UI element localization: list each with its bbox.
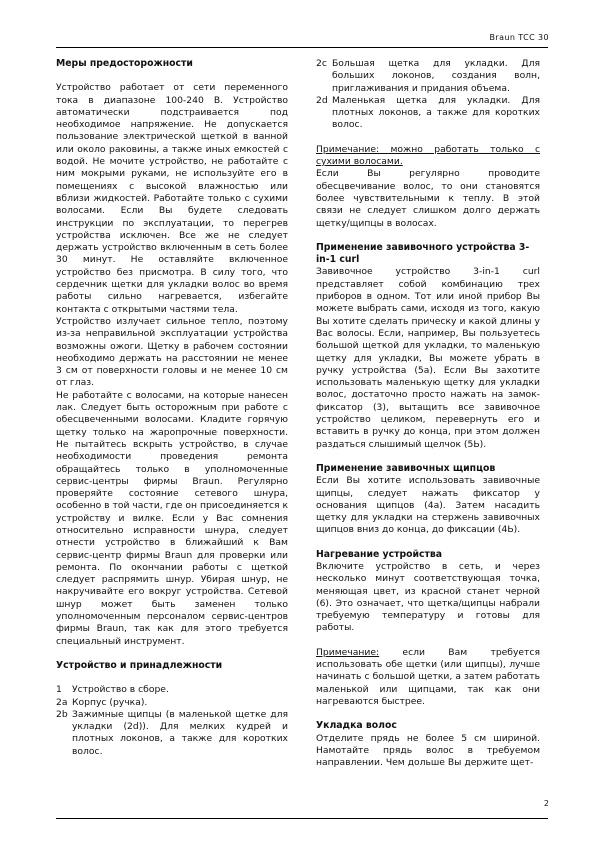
document-header-title: Braun TCC 30 — [489, 33, 549, 42]
heating-heading: Нагревание устройства — [316, 548, 443, 560]
note-text: если Вам требуется использовать обе щетки (или щипцы), лучше начинать с большой щетки, а затем работать маленькой или щипцами, так как они нагреваются быстрее. — [316, 646, 540, 707]
curl-paragraph: Завивочное устройство 3-in-1 curl представляет собой комбинацию трех приборов в одном. Тот или иной прибор Вы можете выбрать сами, исходя из того, какую Вы хотите сделать прическу и какой длины у Вас волосы. Если, например, Вы пользуетесь большой щеткой для укладки, то маленькую щетку для укладки, Вы можете убрать в ручку устройства (5а). Если Вы захотите использовать маленькую щетку для укладки волос, достаточно просто нажать на замок-фиксатор (3), вытащить все завивочное устройство целиком, перевернуть его и вставить в ручку до конца, при этом должен раздаться слышимый щелчок (5Ь). — [316, 266, 540, 450]
styling-heading: Укладка волос — [316, 720, 397, 732]
parts-list-continued — [316, 58, 540, 132]
list-item-text: Зажимные щипцы (в маленькой щетке для укладки (2d)). Для мелких кудрей и плотных локонов, а также для коротких волос. — [72, 708, 288, 757]
list-item — [56, 697, 288, 709]
note-label: Примечание: можно работать только с сухими волосами. — [316, 143, 540, 168]
note-bleached-hair-text: Если Вы регулярно проводите обесцвечивание волос, то они становятся более чувствительными к теплу. В этой связи не следует слишком долго держать щетку/щипцы в волосах. — [316, 168, 540, 229]
note-label: Примечание: — [316, 646, 380, 658]
list-item-text: Маленькая щетка для укладки. Для плотных локонов, а также для коротких волос. — [332, 94, 540, 131]
list-item — [316, 95, 540, 132]
footer-rule — [56, 818, 548, 819]
safety-paragraph-2: Устройство излучает сильное тепло, поэтому из-за неправильной эксплуатации устройства возможны ожоги. Щетку в рабочем состоянии необходимо держать на расстоянии не менее 3 см от поверхности головы и не менее 10 см от глаз. — [56, 315, 288, 389]
list-item — [56, 709, 288, 758]
heating-paragraph: Включите устройство в сеть, и через несколько минут соответствующая точка, меняющая цвет, из красной станет черной (6). Это означает, что щетка/щипцы набрали требуемую температуру и готовы для работы. — [316, 560, 540, 634]
list-item-text: Корпус (ручка). — [72, 696, 148, 708]
safety-paragraph-3: Не работайте с волосами, на которые нанесен лак. Следует быть осторожным при работе с обесцвеченными волосами. Кладите горячую щетку только на жаропрочные поверхности. Не пытайтесь вскрыть устройство, в случае необходимости проведения ремонта обращайтесь только в уполномоченные сервис-центры фирмы Braun. Регулярно проверяйте состояние сетевого шнура, особенно в той части, где он присоединяется к устройству и вилке. Если у Вас сомнения относительно исправности шнура, следует отнести устройство в ближайший к Вам сервис-центр фирмы Braun для проверки или ремонта. По окончании работы с щеткой следует распрямить шнур. Убирая шнур, не накручивайте его вокруг устройства. Сетевой шнур может быть заменен только уполномоченным персоналом сервис-центров фирмы Braun, так как для этого требуется специальный инструмент. — [56, 389, 288, 647]
list-item-text: Большая щетка для укладки. Для больших локонов, создания волн, приглаживания и придания объема. — [332, 58, 540, 94]
list-item-number: 2b — [56, 708, 68, 720]
list-item-number: 1 — [56, 684, 62, 696]
tongs-heading: Применение завивочных щипцов — [316, 462, 496, 474]
parts-list — [56, 684, 288, 758]
page-number: 2 — [543, 799, 549, 808]
left-column — [56, 58, 288, 758]
list-item-number: 2c — [316, 58, 327, 69]
styling-paragraph: Отделите прядь не более 5 см шириной. Намотайте прядь волос в требуемом направлении. Чем дольше Вы держите щет- — [316, 732, 540, 769]
list-item — [316, 58, 540, 95]
curl-heading: Применение завивочного устройства 3-in-1 curl — [316, 241, 530, 266]
note-dry-hair — [316, 144, 540, 169]
list-item-number: 2d — [316, 94, 328, 106]
list-item-number: 2a — [56, 696, 68, 708]
safety-paragraph-1: Устройство работает от сети переменного тока в диапазоне 100-240 В. Устройство автоматически подстраивается под необходимое напряжение. Не допускается пользование электрической щеткой в ванной или около раковины, а также иных емкостей с водой. Не мочите устройство, не работайте с ним мокрыми руками, не используйте его в помещениях с высокой влажностью или вблизи жидкостей. Работайте только с сухими волосами. Если Вы будете следовать инструкции по эксплуатации, то перегрев устройства исключен. Все же не следует держать устройство включенным в сеть более 30 минут. Не оставляйте включенное устройство без присмотра. В силу того, что сердечник щетки для укладки волос во время работы сильно нагревается, избегайте контакта с открытыми частями тела. — [56, 82, 288, 315]
note-two-brushes — [316, 647, 540, 708]
right-column — [316, 58, 540, 769]
tongs-paragraph: Если Вы хотите использовать завивочные щипцы, следует нажать фиксатор у основания щипцов (4а). Затем насадить щетку для укладки на стержень завивочных щипцов вниз до конца, до фиксации (4Ь). — [316, 475, 540, 536]
safety-heading: Меры предосторожности — [56, 58, 193, 69]
list-item — [56, 684, 288, 696]
header-rule — [56, 47, 548, 48]
list-item-text: Устройство в сборе. — [72, 684, 169, 696]
parts-heading: Устройство и принадлежности — [56, 659, 223, 671]
